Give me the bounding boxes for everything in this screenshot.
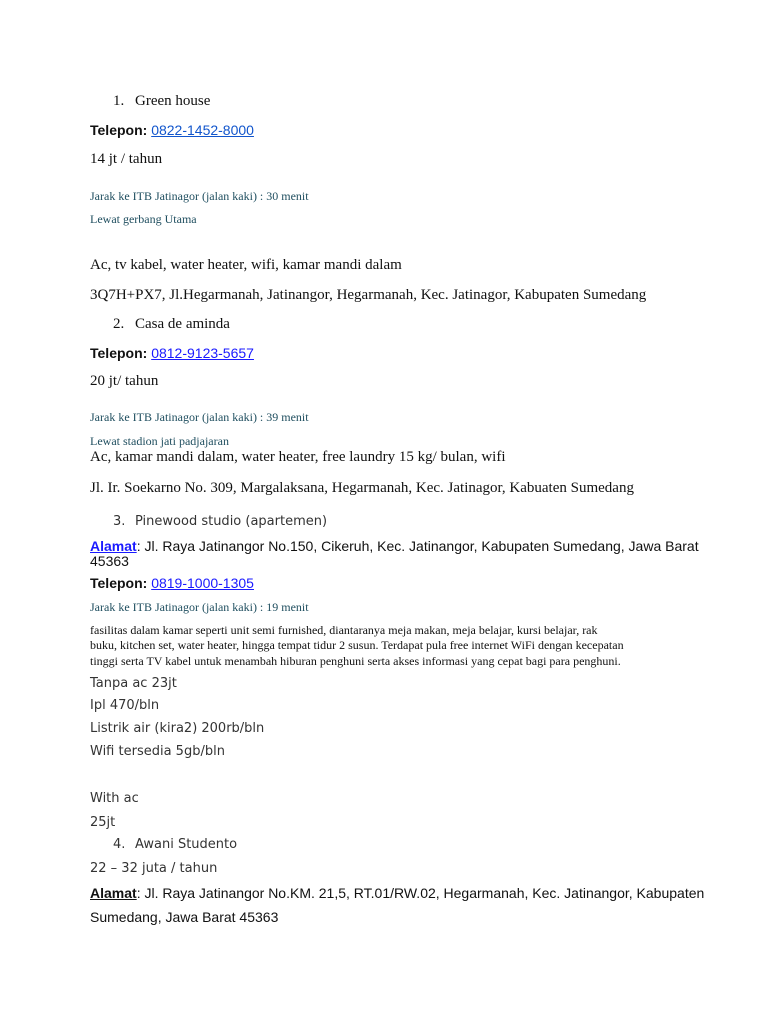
listing-name: Green house xyxy=(135,93,211,109)
address-row xyxy=(90,538,699,554)
description-line-1: fasilitas dalam kamar seperti unit semi furnished, diantaranya meja makan, meja belajar, kursi belajar, rak xyxy=(90,623,598,637)
list-item-4-title xyxy=(113,837,237,852)
listing-name: Pinewood studio (apartemen) xyxy=(135,514,328,529)
list-number: 3. xyxy=(113,514,126,529)
list-item-2-title xyxy=(113,316,230,333)
route: Lewat stadion jati padjajaran xyxy=(90,434,229,448)
facilities: Ac, kamar mandi dalam, water heater, free laundry 15 kg/ bulan, wifi xyxy=(90,449,506,465)
address-label-link[interactable]: Alamat xyxy=(90,885,137,901)
with-ac-price: 25jt xyxy=(90,815,116,830)
price: 20 jt/ tahun xyxy=(90,373,159,389)
ipl-fee: Ipl 470/bln xyxy=(90,698,160,713)
listing-name: Casa de aminda xyxy=(135,316,230,332)
walk-distance: Jarak ke ITB Jatinagor (jalan kaki) : 30 menit xyxy=(90,189,309,203)
phone-label: Telepon: xyxy=(90,575,148,591)
address-row xyxy=(90,885,704,901)
listing-name: Awani Studento xyxy=(135,837,238,852)
wifi-info: Wifi tersedia 5gb/bln xyxy=(90,744,225,759)
list-number: 4. xyxy=(113,837,126,852)
route: Lewat gerbang Utama xyxy=(90,212,197,226)
list-number: 1. xyxy=(113,93,125,109)
with-ac-label: With ac xyxy=(90,791,139,806)
description-line-3: tinggi serta TV kabel untuk menambah hiburan penghuni serta akses informasi yang cepat bagi para penghuni. xyxy=(90,654,621,668)
address: Jl. Ir. Soekarno No. 309, Margalaksana, Hegarmanah, Kec. Jatinagor, Kabuaten Sumedang xyxy=(90,480,634,496)
price-no-ac: Tanpa ac 23jt xyxy=(90,676,177,691)
phone-label: Telepon: xyxy=(90,345,148,361)
price: 14 jt / tahun xyxy=(90,151,163,167)
list-number: 2. xyxy=(113,316,125,332)
address-text: : Jl. Raya Jatinangor No.KM. 21,5, RT.01/RW.02, Hegarmanah, Kec. Jatinangor, Kabupaten xyxy=(136,885,705,901)
address-line-2: 45363 xyxy=(90,553,129,569)
list-item-3-title xyxy=(113,514,327,529)
address-line-2: Sumedang, Jawa Barat 45363 xyxy=(90,909,279,925)
phone-label: Telepon: xyxy=(90,122,148,138)
facilities: Ac, tv kabel, water heater, wifi, kamar mandi dalam xyxy=(90,257,402,273)
walk-distance: Jarak ke ITB Jatinagor (jalan kaki) : 19 menit xyxy=(90,600,309,614)
phone-link[interactable]: 0822-1452-8000 xyxy=(151,122,254,138)
address-text: : Jl. Raya Jatinangor No.150, Cikeruh, Kec. Jatinangor, Kabupaten Sumedang, Jawa Barat xyxy=(136,538,699,554)
walk-distance: Jarak ke ITB Jatinagor (jalan kaki) : 39 menit xyxy=(90,410,309,424)
price: 22 – 32 juta / tahun xyxy=(90,861,218,876)
description-line-2: buku, kitchen set, water heater, hingga tempat tidur 2 susun. Terdapat pula free internet WiFi dengan kecepatan xyxy=(90,638,624,652)
phone-row xyxy=(90,122,254,138)
phone-link[interactable]: 0812-9123-5657 xyxy=(151,345,254,361)
list-item-1-title xyxy=(113,93,210,110)
phone-link[interactable]: 0819-1000-1305 xyxy=(151,575,254,591)
phone-row xyxy=(90,575,254,591)
utility-fee: Listrik air (kira2) 200rb/bln xyxy=(90,721,265,736)
address: 3Q7H+PX7, Jl.Hegarmanah, Jatinangor, Hegarmanah, Kec. Jatinagor, Kabupaten Sumedang xyxy=(90,287,647,303)
address-label-link[interactable]: Alamat xyxy=(90,538,137,554)
phone-row xyxy=(90,345,254,361)
